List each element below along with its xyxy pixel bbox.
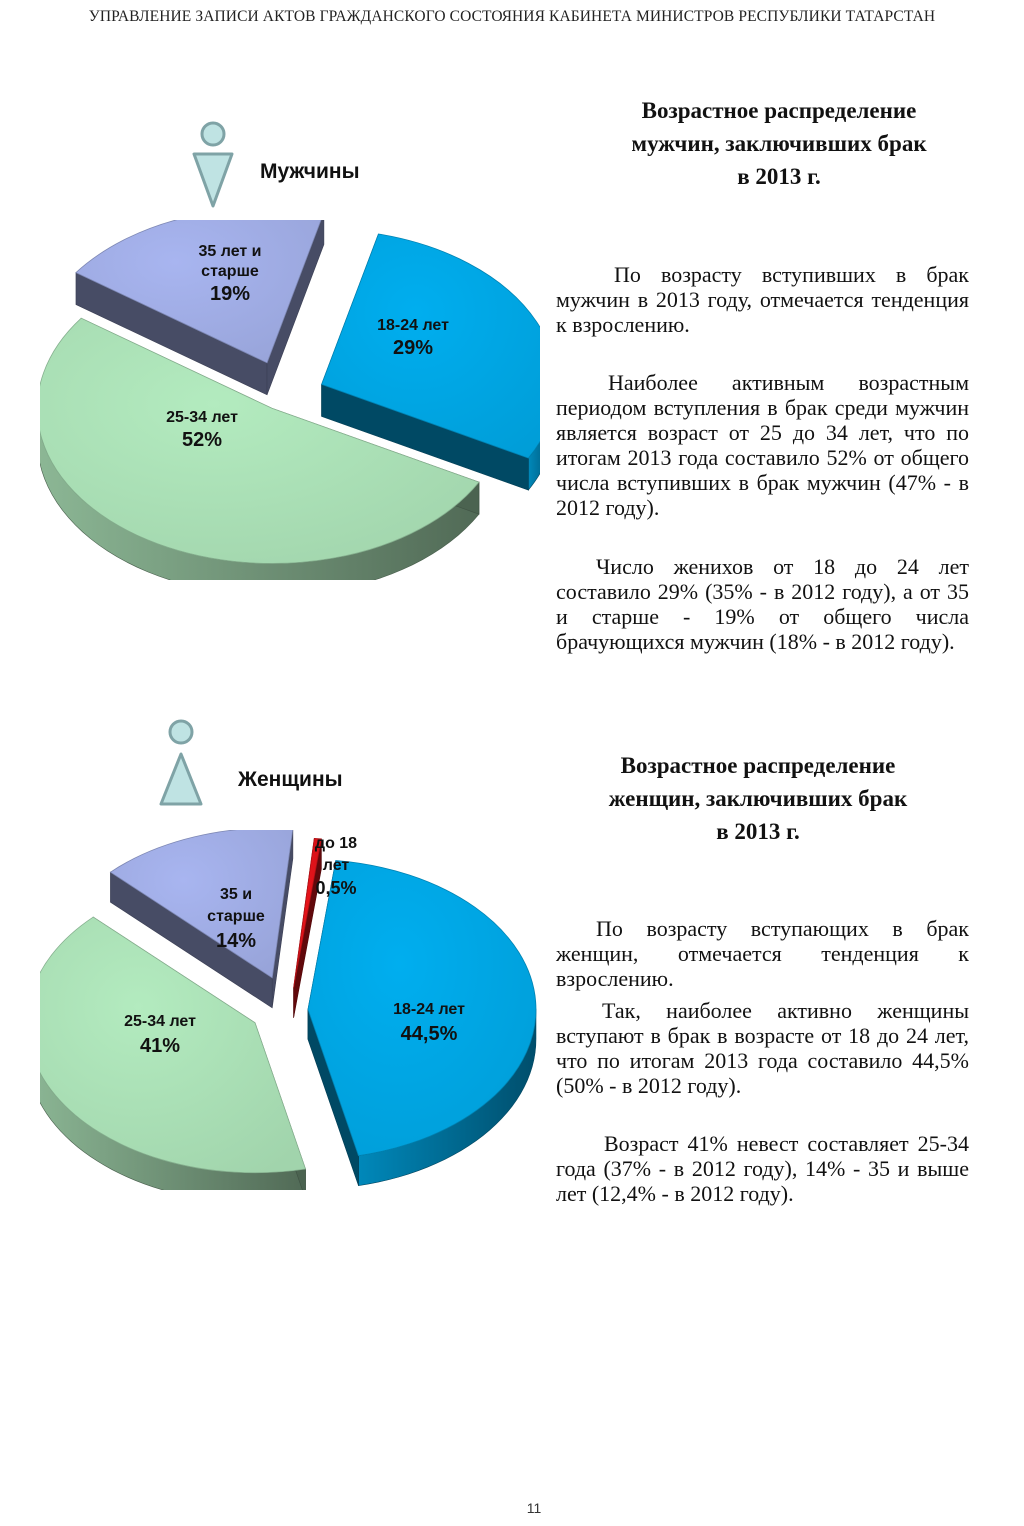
document-header: УПРАВЛЕНИЕ ЗАПИСИ АКТОВ ГРАЖДАНСКОГО СОСТОЯНИЯ КАБИНЕТА МИНИСТРОВ РЕСПУБЛИКИ ТАТАРСТАН xyxy=(88,8,936,25)
women-section-title xyxy=(543,749,973,848)
women-slice-category-3-1: 35 и xyxy=(219,886,253,903)
women-title-line-1: Возрастное распределение xyxy=(620,753,896,778)
men-paragraph-3: Число женихов от 18 до 24 лет составило 29% (35% - в 2012 году), а от 35 и старше - 19% от общего числа брачующихся мужчин (18% - в 2012 году). xyxy=(556,554,969,654)
men-pie-chart xyxy=(40,220,540,580)
men-gender-label: Мужчины xyxy=(260,160,360,183)
women-slice-category-1-1: 18-24 лет xyxy=(393,1001,465,1018)
men-title-line-1: Возрастное распределение xyxy=(641,98,917,123)
women-title-line-3: в 2013 г. xyxy=(716,819,800,844)
women-slice-category-4-2: лет xyxy=(322,857,350,874)
page-number: 11 xyxy=(526,1500,542,1516)
women-paragraph-2: Так, наиболее активно женщины вступают в брак в возрасте от 18 до 24 лет, что по итогам 2013 года составило 44,5% (50% - в 2012 году). xyxy=(556,998,969,1098)
men-title-line-3: в 2013 г. xyxy=(737,164,821,189)
women-slice-category-4-1: до 18 xyxy=(314,835,358,852)
women-paragraph-1: По возрасту вступающих в брак женщин, отмечается тенденция к взрослению. xyxy=(556,916,969,991)
women-slice-category-2-1: 25-34 лет xyxy=(124,1013,196,1030)
male-figure-icon xyxy=(188,120,240,212)
men-slice-value-label-2: 52% xyxy=(181,429,223,451)
women-slice-label-1 xyxy=(393,1001,465,1045)
men-slice-category-1-1: 18-24 лет xyxy=(377,317,449,334)
women-slice-value-label-1: 44,5% xyxy=(400,1023,458,1045)
men-paragraph-1: По возрасту вступивших в брак мужчин в 2013 году, отмечается тенденция к взрослению. xyxy=(556,262,969,337)
men-section-title xyxy=(564,94,994,193)
men-title-line-2: мужчин, заключивших брак xyxy=(631,131,927,156)
men-slice-value-label-3: 19% xyxy=(209,283,251,305)
men-slice-category-3-2: старше xyxy=(201,263,259,280)
women-slice-value-label-4: 0,5% xyxy=(315,878,357,898)
women-title-line-2: женщин, заключивших брак xyxy=(608,786,908,811)
men-paragraph-2: Наиболее активным возрастным периодом вступления в брак среди мужчин является возраст от 25 до 34 лет, что по итогам 2013 года составило 52% от общего числа вступивших в брак мужчин (47% - в 2012 году). xyxy=(556,370,969,520)
female-figure-icon xyxy=(155,718,209,810)
women-slice-value-label-3: 14% xyxy=(215,930,257,952)
women-slice-value-label-2: 41% xyxy=(139,1035,181,1057)
men-slice-category-3-1: 35 лет и xyxy=(198,243,262,260)
women-pie-chart xyxy=(40,830,540,1190)
women-gender-label: Женщины xyxy=(238,768,343,791)
women-paragraph-3: Возраст 41% невест составляет 25-34 года (37% - в 2012 году), 14% - 35 и выше лет (12,4% - в 2012 году). xyxy=(556,1131,969,1206)
men-slice-category-2-1: 25-34 лет xyxy=(166,409,238,426)
men-slice-value-label-1: 29% xyxy=(392,337,434,359)
women-slice-category-3-2: старше xyxy=(207,908,265,925)
